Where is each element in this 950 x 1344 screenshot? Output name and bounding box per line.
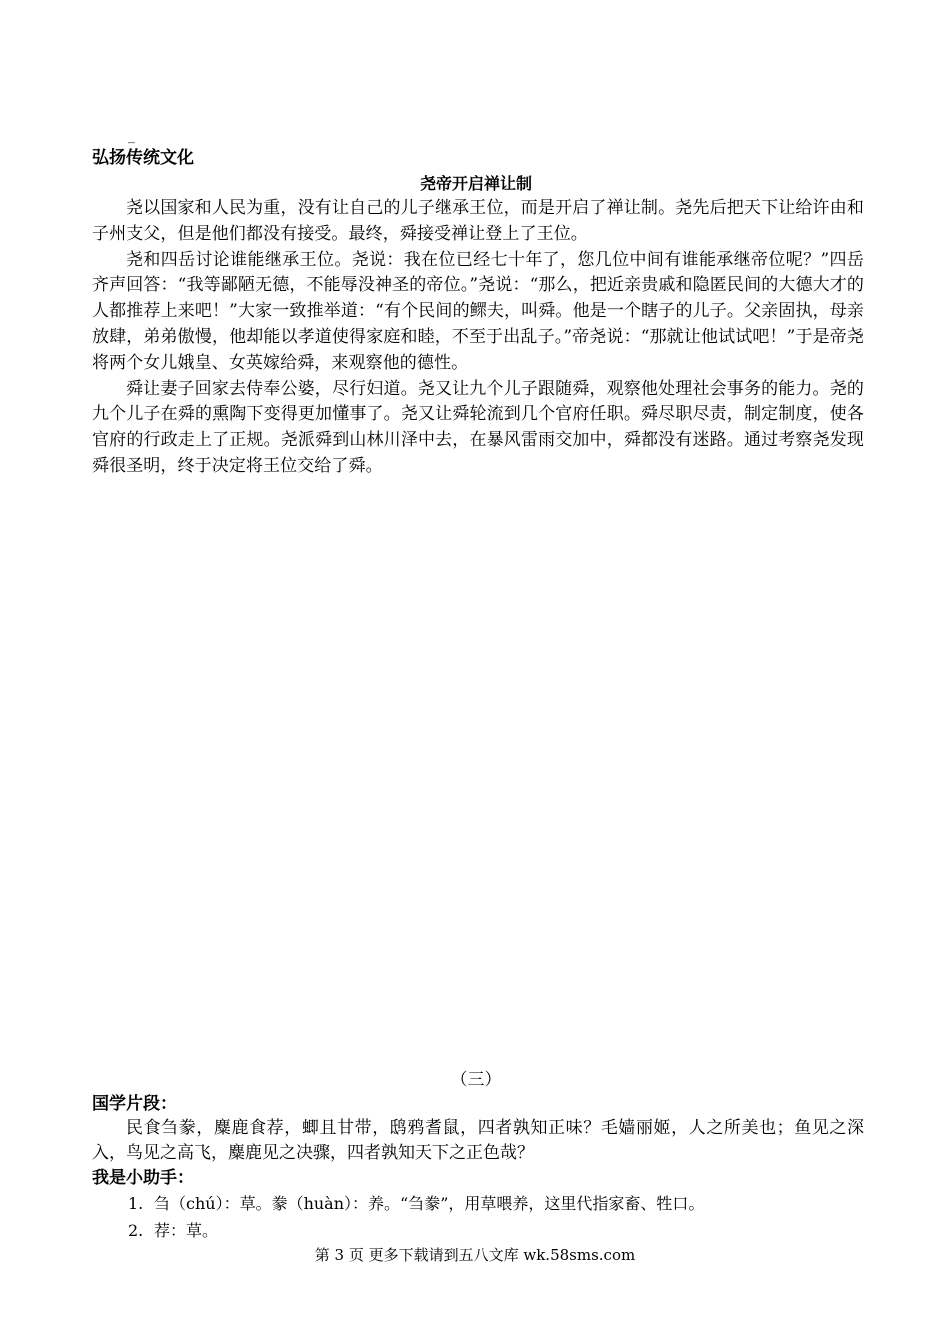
helper-notes [128,1190,868,1244]
story-paragraph: 舜让妻子回家去侍奉公婆，尽行妇道。尧又让九个儿子跟随舜，观察他处理社会事务的能力。尧的九个儿子在舜的熏陶下变得更加懂事了。尧又让舜轮流到几个官府任职。舜尽职尽责，制定制度，使各官府的行政走上了正规。尧派舜到山林川泽中去，在暴风雷雨交加中，舜都没有迷路。通过考察尧发现舜很圣明，终于决定将王位交给了舜。 [92,378,864,476]
story-title: 尧帝开启禅让制 [419,174,532,193]
note-item [128,1190,868,1217]
story-paragraph: 尧以国家和人民为重，没有让自己的儿子继承王位，而是开启了禅让制。尧先后把天下让给许由和子州支父，但是他们都没有接受。最终，舜接受禅让登上了王位。 [92,198,864,244]
story-body [92,196,864,480]
page-footer: 第 3 页 更多下载请到五八文库 wk.58sms.com [314,1246,636,1264]
note-text: 刍（chú）：草。豢（huàn）：养。“刍豢”，用草喂养，这里代指家畜、牲口。 [154,1194,705,1213]
note-item [128,1217,868,1244]
story-paragraph: 尧和四岳讨论谁能继承王位。尧说：我在位已经七十年了，您几位中间有谁能承继帝位呢？”四岳齐声回答：“我等鄙陋无德，不能辱没神圣的帝位。”尧说：“那么，把近亲贵戚和隐匿民间的大德大才的人都推荐上来吧！”大家一致推举道：“有个民间的鳏夫，叫舜。他是一个瞎子的儿子。父亲固执，母亲放肆，弟弟傲慢，他却能以孝道使得家庭和睦，不至于出乱子。”帝尧说：“那就让他试试吧！”于是帝尧将两个女儿娥皇、女英嫁给舜，来观察他的德性。 [92,249,864,373]
helper-label: 我是小助手： [92,1168,194,1188]
part-number: （三） [450,1070,502,1090]
guoxue-text: 民食刍豢，麋鹿食荐，蝍且甘带，鸱鸦耆鼠，四者孰知正味？毛嫱丽姬，人之所美也；鱼见之深入，鸟见之高飞，麋鹿见之决骤，四者孰知天下之正色哉？ [92,1118,864,1163]
note-number: 1. [128,1194,144,1213]
note-text: 荐：草。 [154,1221,219,1240]
note-number: 2. [128,1221,144,1240]
section-title: 弘扬传统文化 [92,148,194,168]
guoxue-label: 国学片段： [92,1094,177,1114]
guoxue-passage [92,1116,864,1166]
header-mark: _ [128,128,135,144]
